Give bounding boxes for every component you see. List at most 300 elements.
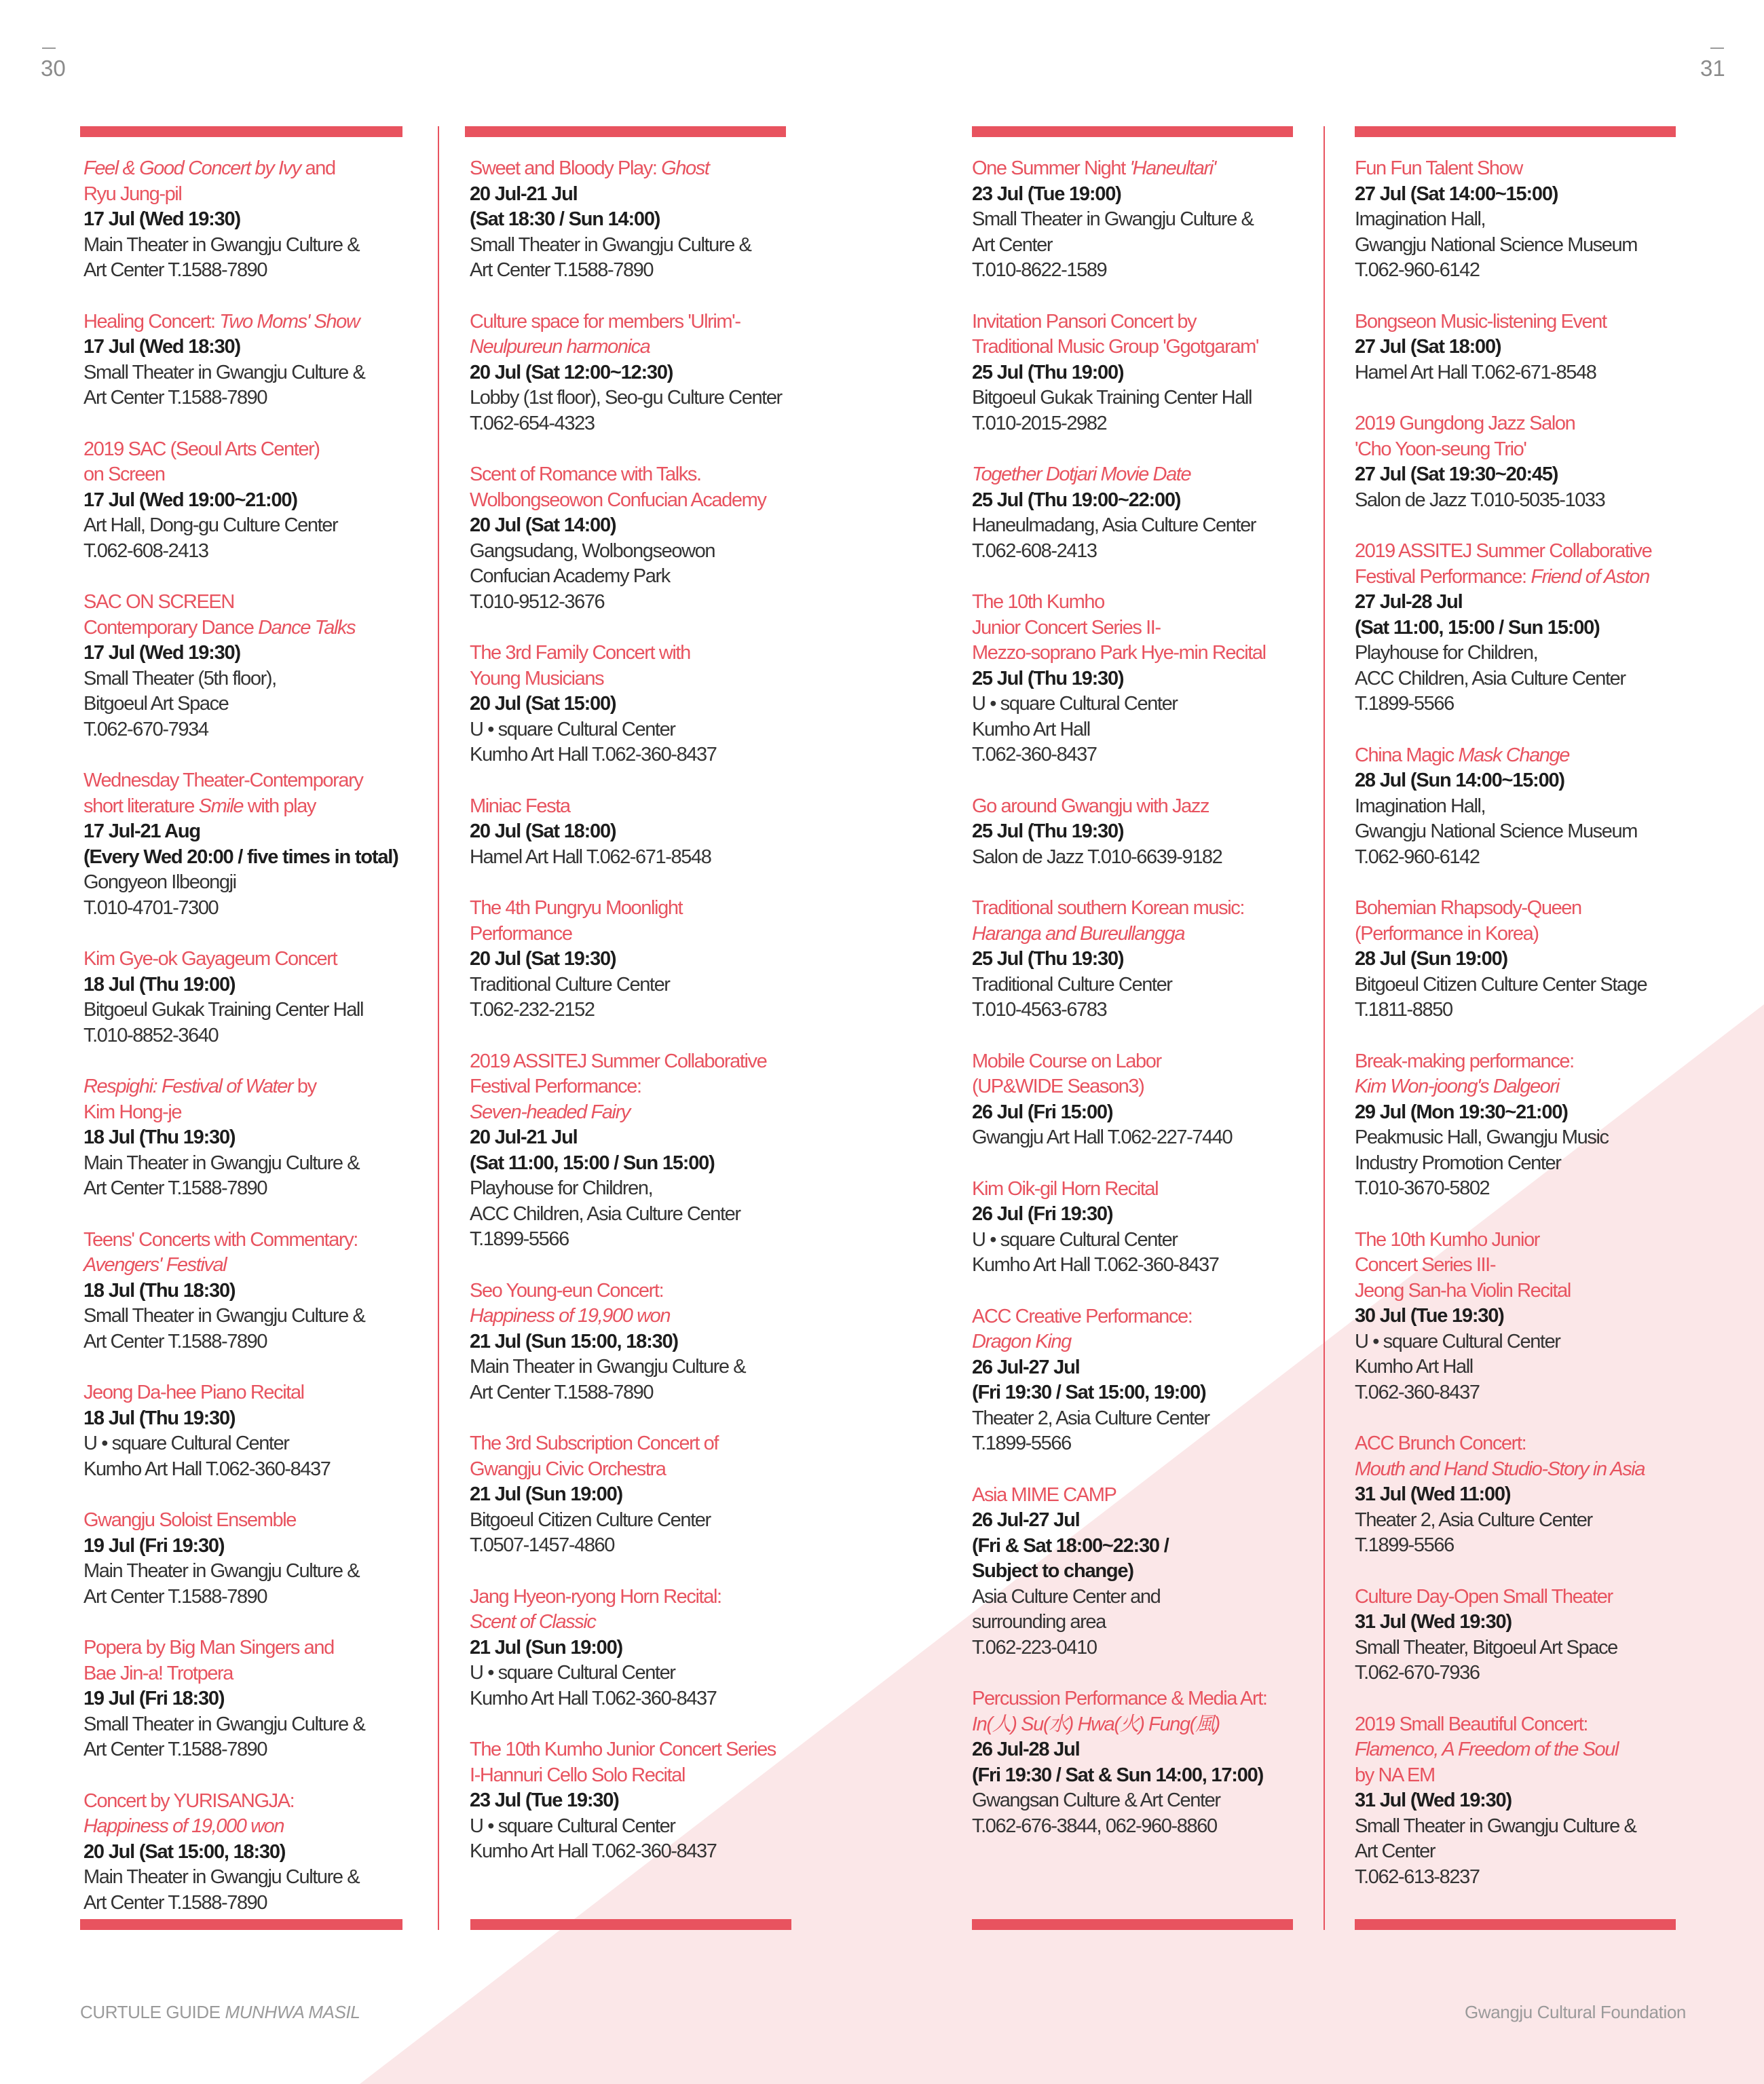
event-title-part: Festival Performance: [470,1076,641,1097]
event-item [972,1686,1318,1839]
event-venue-line: Gwangju Art Hall T.062-227-7440 [972,1126,1233,1148]
event-venue-line: Peakmusic Hall, Gwangju Music [1355,1126,1609,1148]
event-venue-line: Kumho Art Hall T.062-360-8437 [470,1687,717,1709]
event-item [972,794,1318,871]
event-title [972,794,1318,820]
event-date: 30 Jul (Tue 19:30) [1355,1305,1504,1327]
event-venue-line: Art Center T.1588-7890 [83,1585,267,1608]
footer-publication-title [80,2002,360,2023]
event-venue-line: T.0507-1457-4860 [470,1534,615,1556]
event-venue-line: U • square Cultural Center [470,1662,675,1684]
event-title-italic-part: Neulpureun harmonica [470,336,650,358]
event-venue-line: T.062-960-6142 [1355,259,1480,281]
page-number-left: 30 [41,56,66,81]
event-title-part: Popera by Big Man Singers and [83,1637,334,1659]
event-title-part: Teens' Concerts with Commentary: [83,1228,358,1251]
event-title-part: Bae Jin-a! Trotpera [83,1662,233,1684]
event-title-part: Concert Series III- [1355,1254,1496,1276]
event-title-part: Fun Fun Talent Show [1355,157,1522,179]
event-venue-line: Salon de Jazz T.010-6639-9182 [972,846,1222,868]
event-date: 20 Jul (Sat 15:00, 18:30) [83,1840,286,1863]
event-venue-line: Small Theater in Gwangju Culture & [83,1713,365,1735]
event-title-part: Go around Gwangju with Jazz [972,795,1209,817]
event-title-part: Culture Day-Open Small Theater [1355,1585,1613,1608]
event-date: 27 Jul (Sat 19:30~20:45) [1355,463,1558,485]
event-venue-line: Haneulmadang, Asia Culture Center [972,514,1256,536]
event-item [470,156,823,284]
event-date: 26 Jul-27 Jul [972,1356,1080,1378]
event-date: 20 Jul-21 Jul [470,183,578,205]
event-item [83,768,423,921]
event-title-part: by NA EM [1355,1764,1435,1786]
event-title-part: Performance [470,922,572,945]
event-venue-line: T.062-613-8237 [1355,1865,1480,1888]
event-venue-line: Art Center T.1588-7890 [83,387,267,409]
event-title-part: with play [243,795,316,817]
bottom-bar-col-2 [470,1919,791,1930]
event-item [470,1737,823,1865]
event-title-part: Miniac Festa [470,795,570,817]
event-venue-line: T.010-2015-2982 [972,412,1107,434]
event-title-part: Concert by YURISANGJA: [83,1789,295,1812]
event-venue-line: U • square Cultural Center [83,1433,289,1454]
event-date: 21 Jul (Sun 19:00) [470,1483,622,1505]
event-title-part: Ryu Jung-pil [83,183,182,205]
event-item [83,437,423,565]
event-item [83,1380,423,1482]
event-date: 23 Jul (Tue 19:30) [470,1789,619,1811]
event-item [83,1789,423,1916]
event-title-part: 2019 ASSITEJ Summer Collaborative [1355,540,1652,562]
event-title [470,309,823,360]
event-item [470,1049,823,1253]
event-item [972,1177,1318,1278]
top-bar-col-2 [465,126,786,137]
event-title-part: Invitation Pansori Concert by [972,310,1197,333]
event-venue-line: Art Center T.1588-7890 [470,259,654,281]
event-item [972,156,1318,284]
event-venue-line: Art Center T.1588-7890 [83,1330,267,1352]
event-title-part: (UP&WIDE Season3) [972,1076,1144,1097]
event-title [1355,896,1708,947]
event-item [1355,1431,1708,1559]
event-date: 21 Jul (Sun 19:00) [470,1636,622,1659]
event-title-part: short literature [83,795,199,817]
event-date: 28 Jul (Sun 19:00) [1355,948,1507,970]
event-venue-line: Small Theater (5th floor), [83,667,276,689]
event-venue-line: Kumho Art Hall [972,718,1090,740]
event-venue-line: Theater 2, Asia Culture Center [972,1407,1209,1429]
event-title-part: Asia MIME CAMP [972,1483,1116,1506]
event-venue-line: Art Hall, Dong-gu Culture Center [83,514,338,536]
event-title [972,1483,1318,1509]
event-title-part: (Performance in Korea) [1355,922,1539,945]
event-venue-line: Asia Culture Center and [972,1585,1161,1608]
event-item [470,462,823,615]
event-title-part: SAC ON SCREEN [83,591,234,613]
event-title [1355,1431,1708,1482]
event-venue-line: Art Center T.1588-7890 [83,1891,267,1914]
event-venue-line: Gwangju National Science Museum [1355,820,1637,842]
event-title-part: Junior Concert Series II- [972,616,1161,639]
event-item [470,1585,823,1712]
event-title-part: Contemporary Dance [83,616,259,639]
event-title-italic-part: Dragon King [972,1331,1071,1352]
event-venue-line: Playhouse for Children, [1355,642,1538,664]
event-venue-line: Kumho Art Hall T.062-360-8437 [470,744,717,765]
event-title-italic-part: Dance Talks [258,616,356,639]
event-title [972,309,1318,360]
event-date: (Fri 19:30 / Sat & Sun 14:00, 17:00) [972,1764,1264,1786]
event-title [972,156,1318,182]
event-venue-line: T.062-960-6142 [1355,846,1480,868]
event-venue-line: Gangsudang, Wolbongseowon [470,539,715,562]
event-title-part: Kim Oik-gil Horn Recital [972,1177,1159,1200]
event-title [83,1074,423,1125]
event-venue-line: Small Theater in Gwangju Culture & [83,361,365,383]
event-venue-line: T.062-676-3844, 062-960-8860 [972,1815,1217,1837]
event-item [83,156,423,284]
event-venue-line: Industry Promotion Center [1355,1152,1561,1174]
event-venue-line: Gongyeon Ilbeongji [83,871,236,893]
event-column-3 [972,156,1318,1865]
event-title-part: Seo Young-eun Concert: [470,1279,664,1302]
event-venue-line: Kumho Art Hall T.062-360-8437 [83,1458,331,1480]
event-venue-line: Bitgoeul Art Space [83,693,229,715]
event-item [83,309,423,411]
event-item [1355,1228,1708,1406]
event-title [470,1737,823,1788]
event-venue-line: U • square Cultural Center [470,1815,675,1837]
event-venue-line: Main Theater in Gwangju Culture & [83,1866,360,1888]
event-date: 20 Jul (Sat 12:00~12:30) [470,361,673,383]
event-venue-line: T.062-654-4323 [470,412,595,434]
event-item [1355,309,1708,386]
event-column-1 [83,156,423,1941]
event-title-italic-part: Smile [198,795,244,817]
event-date: Subject to change) [972,1560,1133,1582]
event-item [470,896,823,1023]
event-title-part: Mobile Course on Labor [972,1050,1161,1072]
event-title-italic-part: Haranga and Bureullangga [972,922,1185,945]
event-title [470,462,823,513]
event-title [972,1686,1318,1737]
event-title [972,1304,1318,1355]
event-venue-line: Gwangsan Culture & Art Center [972,1789,1220,1811]
event-title-part: Mezzo-soprano Park Hye-min Recital [972,642,1266,664]
event-title-italic-part: Ghost [661,157,709,179]
event-title [83,437,423,488]
event-title-part: on Screen [83,463,165,485]
event-item [972,309,1318,437]
event-title-part: Traditional southern Korean music: [972,897,1245,919]
event-venue-line: ACC Children, Asia Culture Center [470,1202,740,1225]
event-title [972,462,1318,488]
event-venue-line: Bitgoeul Citizen Culture Center [470,1509,711,1531]
event-date: 17 Jul (Wed 19:30) [83,208,240,230]
event-title-part: I-Hannuri Cello Solo Recital [470,1764,686,1786]
event-title [470,156,823,182]
event-column-2 [470,156,823,1891]
event-venue-line: T.062-608-2413 [972,539,1097,562]
event-venue-line: U • square Cultural Center [972,1228,1178,1251]
event-item [470,794,823,871]
event-title-italic-part: Flamenco, A Freedom of the Soul [1355,1739,1619,1760]
event-title [972,1177,1318,1202]
event-title [470,794,823,820]
event-venue-line: Main Theater in Gwangju Culture & [83,1560,360,1582]
event-item [972,896,1318,1023]
bottom-bar-col-4 [1355,1919,1676,1930]
event-venue-line: Art Center T.1588-7890 [83,1177,267,1199]
event-date: (Every Wed 20:00 / five times in total) [83,846,398,868]
event-title [470,1585,823,1635]
event-title-italic-part: Mask Change [1458,744,1569,766]
event-venue-line: Small Theater in Gwangju Culture & [470,233,751,256]
event-date: 25 Jul (Thu 19:30) [972,667,1124,689]
event-venue-line: T.1899-5566 [1355,1534,1454,1556]
page-number-right: 31 [1700,56,1725,81]
event-venue-line: T.062-232-2152 [470,999,595,1021]
event-title-part: Healing Concert: [83,310,220,333]
event-date: 31 Jul (Wed 11:00) [1355,1483,1511,1505]
event-title-italic-part: Seven-headed Fairy [470,1101,630,1123]
event-venue-line: T.1899-5566 [1355,693,1454,715]
column-divider-left [438,126,439,1930]
event-title [1355,1712,1708,1789]
event-date: 19 Jul (Fri 18:30) [83,1688,225,1709]
event-date: 31 Jul (Wed 19:30) [1355,1611,1512,1633]
event-title-part: Gwangju Civic Orchestra [470,1458,666,1480]
event-title-part: The 3rd Subscription Concert of [470,1433,719,1454]
event-title-part: One Summer Night [972,157,1130,179]
event-venue-line: Small Theater in Gwangju Culture & [1355,1815,1636,1837]
event-date: 17 Jul (Wed 19:00~21:00) [83,489,297,511]
event-date: 27 Jul-28 Jul [1355,591,1463,613]
event-item [83,1074,423,1202]
event-title-italic-part: Avengers' Festival [83,1254,227,1276]
event-venue-line: surrounding area [972,1611,1106,1633]
event-venue-line: T.010-8852-3640 [83,1024,219,1046]
event-venue-line: Art Center [972,233,1053,256]
event-venue-line: Hamel Art Hall T.062-671-8548 [470,846,711,868]
event-date: 26 Jul (Fri 19:30) [972,1203,1113,1225]
event-venue-line: Bitgoeul Citizen Culture Center Stage [1355,973,1647,996]
event-date: 18 Jul (Thu 19:00) [83,973,236,996]
event-title [83,1508,423,1534]
top-bar-col-4 [1355,126,1676,137]
event-date: 25 Jul (Thu 19:30) [972,948,1124,970]
event-item [972,1304,1318,1457]
event-date: (Sat 11:00, 15:00 / Sun 15:00) [470,1152,715,1174]
event-title-part: ACC Creative Performance: [972,1305,1193,1327]
event-title-part: Kim Hong-je [83,1101,182,1123]
event-venue-line: Kumho Art Hall [1355,1356,1473,1378]
event-title-part: 2019 Gungdong Jazz Salon [1355,413,1575,434]
event-title [83,1228,423,1278]
event-title [1355,1049,1708,1100]
event-title-italic-part: Friend of Aston [1531,565,1649,588]
event-item [1355,1585,1708,1686]
event-item [972,1483,1318,1661]
event-venue-line: Small Theater in Gwangju Culture & [972,208,1254,230]
event-item [1355,539,1708,717]
event-title [972,1049,1318,1100]
event-date: 28 Jul (Sun 14:00~15:00) [1355,770,1564,791]
event-item [972,462,1318,564]
event-item [972,1049,1318,1151]
event-venue-line: Kumho Art Hall T.062-360-8437 [972,1254,1219,1276]
event-title [1355,743,1708,769]
event-item [83,590,423,742]
footer-publisher: Gwangju Cultural Foundation [1465,2002,1686,2022]
event-date: 17 Jul (Wed 19:30) [83,642,240,664]
event-date: 21 Jul (Sun 15:00, 18:30) [470,1330,678,1352]
event-date: 18 Jul (Thu 19:30) [83,1126,236,1148]
event-venue-line: Theater 2, Asia Culture Center [1355,1509,1592,1531]
event-title-part: Bongseon Music-listening Event [1355,310,1607,333]
event-title-part: The 3rd Family Concert with [470,642,690,664]
event-title-part: Festival Performance: [1355,565,1531,588]
event-title [83,1789,423,1840]
event-item [470,1431,823,1559]
event-venue-line: ACC Children, Asia Culture Center [1355,667,1626,689]
event-date: (Fri 19:30 / Sat 15:00, 19:00) [972,1382,1206,1403]
event-title [1355,156,1708,182]
column-divider-right [1324,126,1325,1930]
footer-title-italic: MUNHWA MASIL [225,2002,360,2022]
event-title-italic-part: Scent of Classic [470,1611,596,1633]
event-date: (Sat 11:00, 15:00 / Sun 15:00) [1355,616,1600,639]
event-title-part: Culture space for members 'Ulrim'- [470,310,740,333]
event-title [83,156,423,207]
event-title [470,896,823,947]
event-venue-line: Art Center T.1588-7890 [83,259,267,281]
bottom-bar-col-3 [972,1919,1293,1930]
event-venue-line: T.010-9512-3676 [470,590,605,613]
event-venue-line: U • square Cultural Center [972,693,1178,715]
event-item [83,1228,423,1355]
event-title [470,641,823,691]
event-item [83,1508,423,1610]
event-title [972,590,1318,666]
event-title-part: The 10th Kumho [972,591,1104,613]
event-title-part: Scent of Romance with Talks. [470,463,701,485]
event-date: (Fri & Sat 18:00~22:30 / [972,1534,1169,1557]
event-title-part: Wolbongseowon Confucian Academy [470,489,766,511]
event-title-part: Percussion Performance & Media Art: [972,1688,1267,1709]
event-venue-line: T.062-670-7934 [83,718,208,740]
event-title-part: Jang Hyeon-ryong Horn Recital: [470,1585,721,1608]
event-title-part: and [300,157,335,179]
event-venue-line: T.062-360-8437 [972,744,1097,765]
event-venue-line: U • square Cultural Center [470,718,675,740]
event-title-part: Break-making performance: [1355,1050,1574,1072]
event-date: 31 Jul (Wed 19:30) [1355,1789,1512,1811]
event-title [83,947,423,972]
event-title [1355,1585,1708,1610]
event-venue-line: T.062-360-8437 [1355,1381,1480,1403]
event-title-part: Traditional Music Group 'Ggotgaram' [972,336,1258,358]
event-title-part: Bohemian Rhapsody-Queen [1355,897,1581,919]
event-date: 17 Jul (Wed 18:30) [83,336,240,358]
event-date: 26 Jul (Fri 15:00) [972,1101,1113,1123]
event-title [1355,411,1708,462]
event-venue-line: Confucian Academy Park [470,565,670,587]
event-item [1355,896,1708,1023]
event-venue-line: Small Theater, Bitgoeul Art Space [1355,1636,1617,1659]
event-title [83,1380,423,1406]
event-date: 18 Jul (Thu 19:30) [83,1407,236,1429]
event-title [83,768,423,819]
footer-title-main: CURTULE GUIDE [80,2002,225,2022]
event-date: 18 Jul (Thu 18:30) [83,1279,236,1302]
event-item [1355,411,1708,513]
event-venue-line: T.1899-5566 [972,1433,1071,1454]
event-item [83,1635,423,1763]
event-date: 25 Jul (Thu 19:00) [972,361,1124,383]
event-venue-line: Small Theater in Gwangju Culture & [83,1305,365,1327]
event-title-part: 2019 SAC (Seoul Arts Center) [83,438,320,460]
event-venue-line: T.010-8622-1589 [972,259,1107,281]
event-venue-line: Main Theater in Gwangju Culture & [470,1356,746,1378]
event-title-part: Kim Gye-ok Gayageum Concert [83,948,337,970]
event-title-italic-part: Happiness of 19,900 won [470,1305,671,1327]
event-venue-line: T.1811-8850 [1355,999,1452,1021]
event-title-part: The 10th Kumho Junior Concert Series [470,1739,776,1760]
event-venue-line: Art Center T.1588-7890 [470,1381,654,1403]
event-title-part: Sweet and Bloody Play: [470,157,662,179]
event-venue-line: Main Theater in Gwangju Culture & [83,233,360,256]
event-date: (Sat 18:30 / Sun 14:00) [470,208,660,230]
event-venue-line: Kumho Art Hall T.062-360-8437 [470,1840,717,1862]
event-date: 17 Jul-21 Aug [83,820,200,842]
event-title-part: The 10th Kumho Junior [1355,1228,1540,1251]
event-venue-line: Playhouse for Children, [470,1177,653,1199]
event-title [470,1278,823,1329]
event-date: 20 Jul (Sat 19:30) [470,948,616,970]
event-title [83,309,423,335]
event-title-italic-part: Kim Won-joong's Dalgeori [1355,1076,1559,1097]
event-date: 19 Jul (Fri 19:30) [83,1534,225,1557]
event-venue-line: Lobby (1st floor), Seo-gu Culture Center [470,387,782,409]
event-date: 20 Jul (Sat 18:00) [470,820,616,842]
event-column-4 [1355,156,1708,1916]
event-item [1355,1049,1708,1202]
event-title-part: by [293,1076,316,1097]
top-bar-col-1 [80,126,402,137]
event-title-italic-part: In(人) Su(水) Hwa(火) Fung(風) [972,1713,1220,1735]
event-title [83,590,423,641]
event-venue-line: T.010-4563-6783 [972,999,1107,1021]
event-title [470,1049,823,1126]
event-item [1355,743,1708,871]
event-venue-line: Art Center T.1588-7890 [83,1739,267,1760]
event-venue-line: T.010-3670-5802 [1355,1177,1490,1199]
event-venue-line: Imagination Hall, [1355,795,1486,817]
event-venue-line: Bitgoeul Gukak Training Center Hall [83,999,364,1021]
event-title-italic-part: 'Haneultari' [1129,157,1216,179]
event-item [1355,156,1708,284]
event-date: 20 Jul (Sat 15:00) [470,693,616,715]
event-venue-line: T.062-608-2413 [83,539,208,562]
event-item [83,947,423,1048]
event-date: 23 Jul (Tue 19:00) [972,183,1121,205]
event-title-part: 'Cho Yoon-seung Trio' [1355,438,1526,460]
event-title [1355,539,1708,590]
event-venue-line: T.062-670-7936 [1355,1662,1480,1684]
event-title-part: 2019 Small Beautiful Concert: [1355,1713,1588,1735]
